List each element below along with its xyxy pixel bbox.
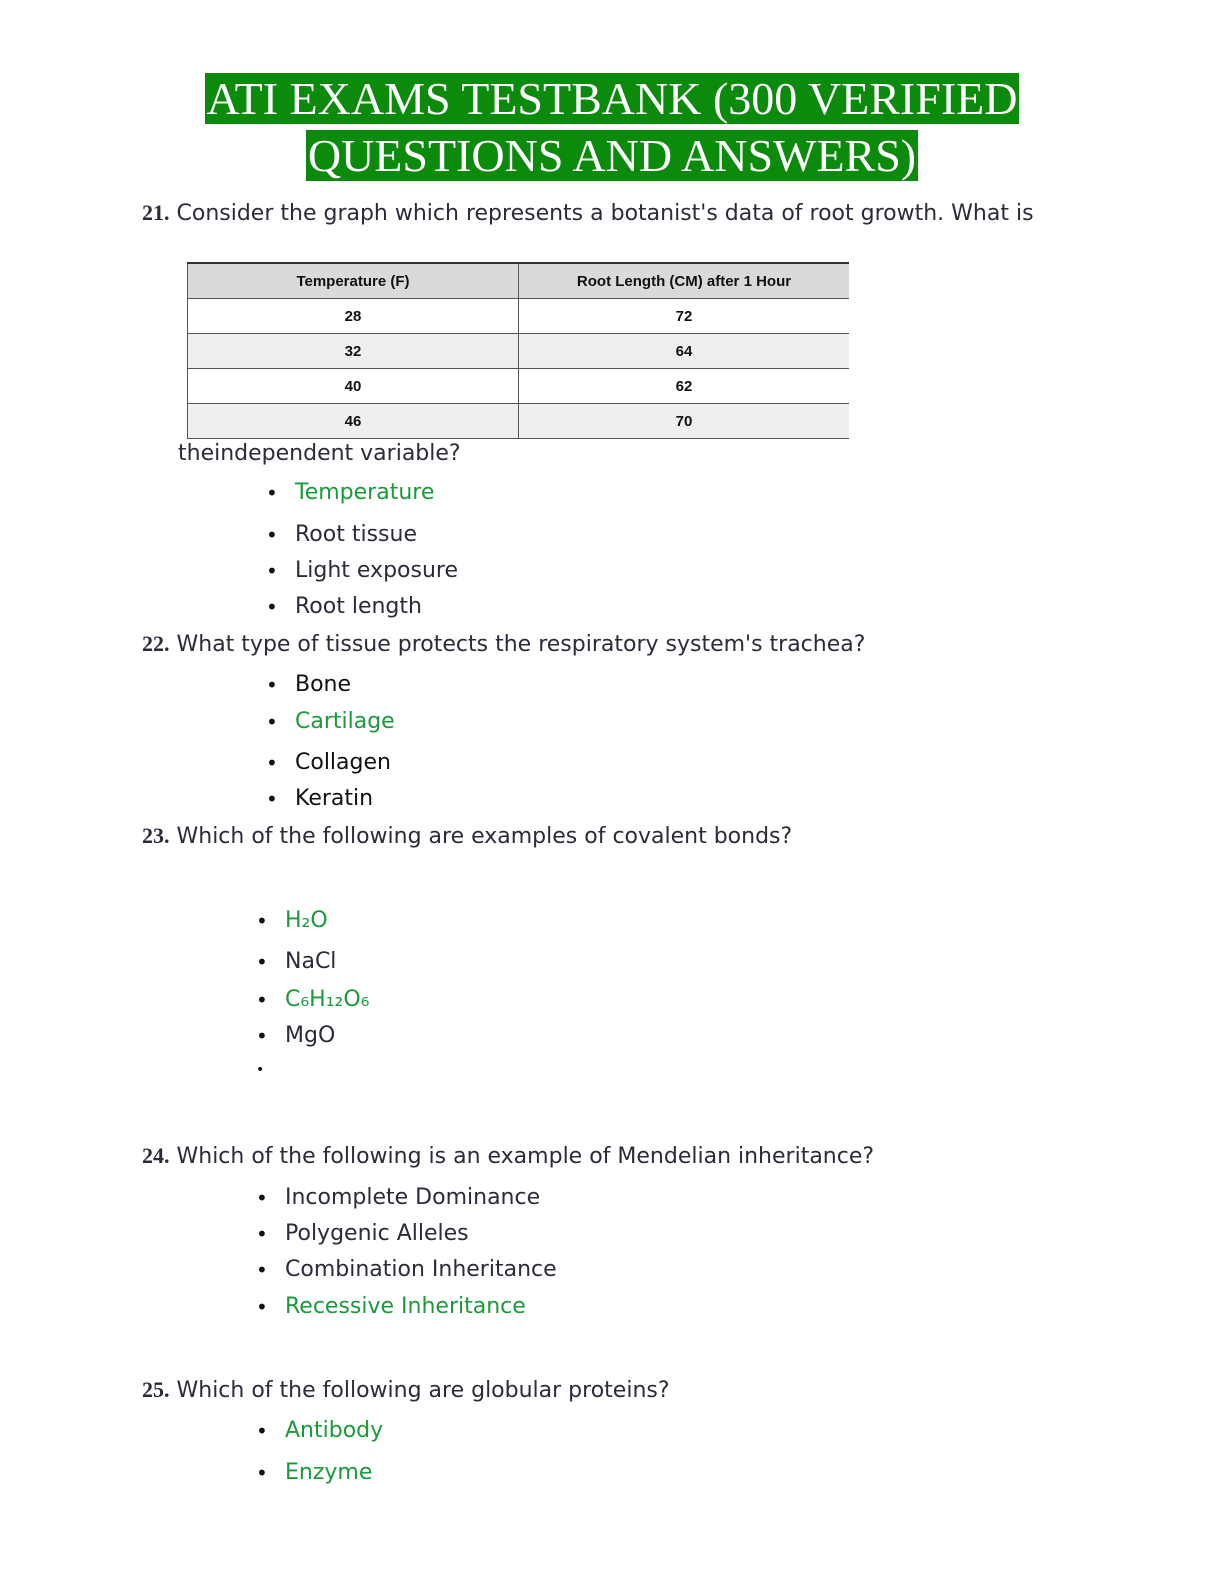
answer-option: • NaCl [256,949,337,974]
question-text: Which of the following are globular proteins? [176,1378,670,1403]
answer-option: • Combination Inheritance [256,1257,557,1282]
answer-option-correct: • Temperature [266,480,435,505]
question-21 [142,200,1034,226]
answer-option-correct: • Enzyme [256,1460,373,1485]
table-row [188,404,850,439]
table-cell: 64 [519,334,850,369]
table-cell: 62 [519,369,850,404]
answer-option-correct: • Cartilage [266,709,395,734]
question-22 [142,631,865,657]
document-title-line-1: ATI EXAMS TESTBANK (300 VERIFIED [206,73,1018,124]
answer-option: • Keratin [266,786,374,811]
bullet-icon: • [266,481,278,505]
table-cell: 32 [188,334,519,369]
answer-option: • Root tissue [266,522,417,547]
answer-option-correct: • Recessive Inheritance [256,1294,526,1319]
table-row [188,369,850,404]
question-number: 24. [142,1143,170,1168]
answer-option: • Light exposure [266,558,458,583]
question-text: Which of the following are examples of covalent bonds? [176,824,793,849]
question-number: 22. [142,631,170,656]
document-title-line-2: QUESTIONS AND ANSWERS) [307,130,917,181]
table-cell: 40 [188,369,519,404]
answer-option: • Collagen [266,750,391,775]
answer-option: • MgO [256,1023,336,1048]
table-row [188,299,850,334]
bullet-icon: • [256,1222,268,1246]
answer-option-correct: • C₆H₁₂O₆ [256,987,370,1012]
bullet-icon: • [266,673,278,697]
bullet-icon: • [256,1062,265,1078]
question-25 [142,1377,670,1403]
answer-option-correct: • H₂O [256,908,328,933]
table-cell: 72 [519,299,850,334]
bullet-icon: • [266,787,278,811]
bullet-icon: • [266,523,278,547]
bullet-icon: • [256,1024,268,1048]
bullet-icon: • [256,1295,268,1319]
answer-option-correct: • Antibody [256,1418,384,1443]
table-cell: 46 [188,404,519,439]
question-text: Consider the graph which represents a botanist's data of root growth. What is [176,201,1034,226]
column-header: Root Length (CM) after 1 Hour [519,263,850,299]
bullet-icon: • [256,1419,268,1443]
bullet-icon: • [266,595,278,619]
answer-option: • Bone [266,672,352,697]
bullet-icon: • [256,950,268,974]
bullet-icon: • [266,559,278,583]
question-24 [142,1143,874,1169]
column-header: Temperature (F) [188,263,519,299]
question-number: 21. [142,200,170,225]
question-text-continued: theindependent variable? [178,441,461,466]
table-cell: 70 [519,404,850,439]
question-number: 23. [142,823,170,848]
bullet-icon: • [266,751,278,775]
answer-option: • Root length [266,594,422,619]
bullet-icon: • [266,710,278,734]
question-number: 25. [142,1377,170,1402]
answer-option: • Polygenic Alleles [256,1221,469,1246]
question-text: What type of tissue protects the respiratory system's trachea? [176,632,866,657]
question-text: Which of the following is an example of Mendelian inheritance? [176,1144,875,1169]
answer-option: • Incomplete Dominance [256,1185,541,1210]
bullet-icon: • [256,909,268,933]
question-23 [142,823,792,849]
bullet-icon: • [256,1186,268,1210]
root-growth-table [187,262,849,439]
bullet-icon: • [256,1258,268,1282]
table-row [188,334,850,369]
table-header-row [188,263,850,299]
bullet-icon: • [256,1461,268,1485]
table-cell: 28 [188,299,519,334]
bullet-icon: • [256,988,268,1012]
